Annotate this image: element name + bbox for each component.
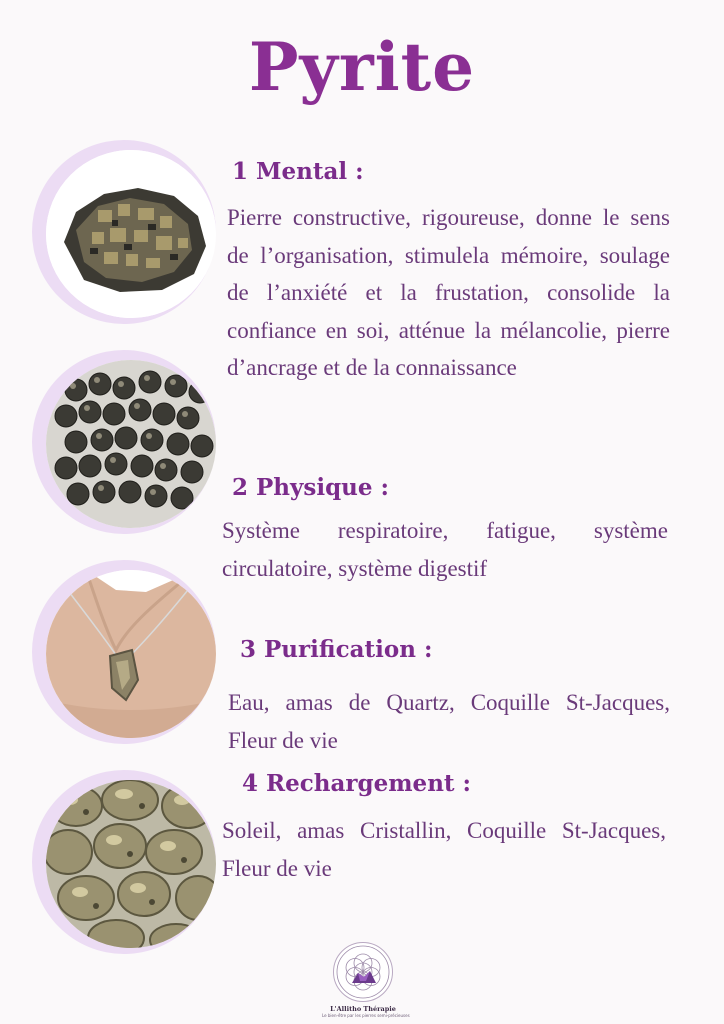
section-text-rechargement: Soleil, amas Cristallin, Coquille St-Jacques, Fleur de vie (222, 818, 666, 881)
section-heading-purification: 3 Purification : (240, 636, 433, 663)
section-heading-rechargement: 4 Rechargement : (242, 770, 472, 797)
image-frame-physique (32, 350, 216, 534)
brand-tagline: Le bien-être par les pierres semi-précieuses (322, 1013, 410, 1018)
image-frame-rechargement (32, 770, 216, 954)
page-title: Pyrite (248, 28, 476, 106)
pyrite-pendant-necklace-image (46, 570, 216, 738)
image-frame-mental (32, 140, 216, 324)
flower-of-life-amethyst-icon (333, 942, 393, 1002)
section-heading-physique: 2 Physique : (232, 474, 390, 501)
section-heading-mental: 1 Mental : (232, 158, 364, 185)
section-text-physique: Système respiratoire, fatigue, système circulatoire, système digestif (222, 518, 668, 581)
section-text-purification: Eau, amas de Quartz, Coquille St-Jacques, Fleur de vie (228, 690, 670, 753)
image-frame-purification (32, 560, 216, 744)
section-text-mental: Pierre constructive, rigoureuse, donne le sens de l’organisation, stimulela mémoire, soulage de l’anxiété et la frustation, consolide la confiance en soi, atténue la mélancolie, pierre d’ancrage et de la connaissance (227, 205, 670, 380)
pyrite-bead-strands-image (46, 360, 216, 528)
brand-name: L'Allitho Thérapie (330, 1005, 396, 1013)
tumbled-pyrite-stones-image (46, 780, 216, 948)
raw-pyrite-cluster-image (46, 150, 216, 318)
brand-logo (322, 942, 410, 1020)
